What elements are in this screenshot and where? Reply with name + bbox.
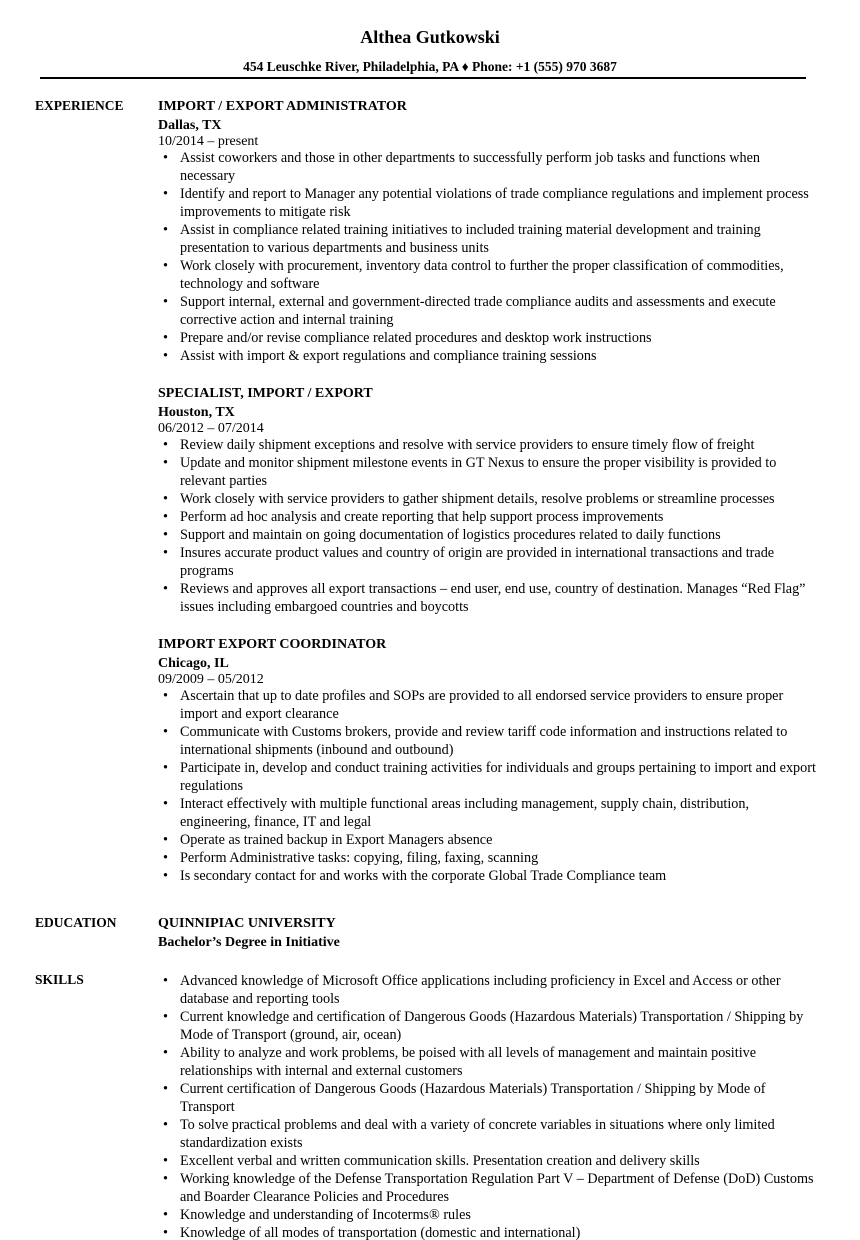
bullet-item: • Support and maintain on going documentation of logistics procedures related to daily functions [180, 526, 818, 544]
job-title: SPECIALIST, IMPORT / EXPORT [158, 386, 373, 401]
job-dates: 09/2009 – 05/2012 [158, 672, 264, 687]
bullet-item: • Perform ad hoc analysis and create reporting that help support process improvements [180, 508, 818, 526]
bullet-item: • Update and monitor shipment milestone events in GT Nexus to ensure the proper visibility is provided to relevant parties [180, 454, 818, 490]
header-divider [40, 77, 806, 79]
bullet-item: • Perform Administrative tasks: copying, filing, faxing, scanning [180, 849, 818, 867]
bullet-item: • Reviews and approves all export transactions – end user, end use, country of destination. Manages “Red Flag” issues including embargoed countries and boycotts [180, 580, 818, 616]
experience-body [158, 97, 818, 885]
bullet-item: • Identify and report to Manager any potential violations of trade compliance regulations and implement process improvements to mitigate risk [180, 185, 818, 221]
bullet-item: • Ability to analyze and work problems, be poised with all levels of management and maintain positive relationships with internal and external customers [180, 1044, 818, 1080]
job-bullets [158, 436, 818, 616]
job-location: Dallas, TX [158, 118, 222, 133]
bullet-item: • Assist in compliance related training initiatives to included training material development and training presentation to various departments and business units [180, 221, 818, 257]
bullet-item: • Assist with import & export regulations and compliance training sessions [180, 347, 818, 365]
bullet-item: • Is secondary contact for and works with the corporate Global Trade Compliance team [180, 867, 818, 885]
skills-body [158, 971, 818, 1240]
bullet-item: • Operate as trained backup in Export Managers absence [180, 831, 818, 849]
job-entry [158, 635, 818, 885]
job-location: Houston, TX [158, 405, 235, 420]
education-label: EDUCATION [35, 915, 117, 930]
candidate-name: Althea Gutkowski [360, 27, 500, 47]
bullet-item: • Review daily shipment exceptions and resolve with service providers to ensure timely flow of freight [180, 436, 818, 454]
bullet-item: • Support internal, external and government-directed trade compliance audits and assessments and execute corrective action and internal training [180, 293, 818, 329]
job-entry [158, 384, 818, 616]
job-bullets [158, 149, 818, 365]
job-title: IMPORT / EXPORT ADMINISTRATOR [158, 99, 407, 114]
school-name: QUINNIPIAC UNIVERSITY [158, 916, 336, 931]
degree: Bachelor’s Degree in Initiative [158, 935, 340, 950]
bullet-item: • Communicate with Customs brokers, provide and review tariff code information and instructions related to international shipments (inbound and outbound) [180, 723, 818, 759]
skills-label: SKILLS [35, 972, 84, 987]
bullet-item: • Assist coworkers and those in other departments to successfully perform job tasks and functions when necessary [180, 149, 818, 185]
bullet-item: • Ascertain that up to date profiles and SOPs are provided to all endorsed service providers to ensure proper import and export clearance [180, 687, 818, 723]
contact-line: 454 Leuschke River, Philadelphia, PA ♦ Phone: +1 (555) 970 3687 [243, 59, 617, 74]
resume-header [0, 0, 860, 75]
job-dates: 06/2012 – 07/2014 [158, 421, 264, 436]
bullet-item: • Knowledge of all modes of transportation (domestic and international) [180, 1224, 818, 1240]
skills-section [0, 971, 860, 1240]
bullet-item: • Excellent verbal and written communication skills. Presentation creation and delivery skills [180, 1152, 818, 1170]
bullet-item: • Insures accurate product values and country of origin are provided in international transactions and trade programs [180, 544, 818, 580]
bullet-item: • Prepare and/or revise compliance related procedures and desktop work instructions [180, 329, 818, 347]
job-location: Chicago, IL [158, 656, 229, 671]
skills-bullets [158, 972, 818, 1240]
bullet-item: • Working knowledge of the Defense Transportation Regulation Part V – Department of Defense (DoD) Customs and Boarder Clearance Policies and Procedures [180, 1170, 818, 1206]
job-entry [158, 97, 818, 365]
bullet-item: • Current certification of Dangerous Goods (Hazardous Materials) Transportation / Shipping by Mode of Transport [180, 1080, 818, 1116]
resume-content [0, 97, 860, 1240]
bullet-item: • To solve practical problems and deal with a variety of concrete variables in situations where only limited standardization exists [180, 1116, 818, 1152]
education-body [158, 914, 818, 952]
education-section [0, 914, 860, 952]
experience-label: EXPERIENCE [35, 98, 124, 113]
job-title: IMPORT EXPORT COORDINATOR [158, 637, 387, 652]
experience-section [0, 97, 860, 885]
bullet-item: • Advanced knowledge of Microsoft Office applications including proficiency in Excel and Access or other database and reporting tools [180, 972, 818, 1008]
bullet-item: • Work closely with service providers to gather shipment details, resolve problems or streamline processes [180, 490, 818, 508]
bullet-item: • Work closely with procurement, inventory data control to further the proper classification of commodities, technology and software [180, 257, 818, 293]
job-bullets [158, 687, 818, 885]
bullet-item: • Current knowledge and certification of Dangerous Goods (Hazardous Materials) Transportation / Shipping by Mode of Transport (ground, air, ocean) [180, 1008, 818, 1044]
bullet-item: • Interact effectively with multiple functional areas including management, supply chain, distribution, engineering, finance, IT and legal [180, 795, 818, 831]
job-dates: 10/2014 – present [158, 134, 259, 149]
bullet-item: • Participate in, develop and conduct training activities for individuals and groups pertaining to import and export regulations [180, 759, 818, 795]
bullet-item: • Knowledge and understanding of Incoterms® rules [180, 1206, 818, 1224]
